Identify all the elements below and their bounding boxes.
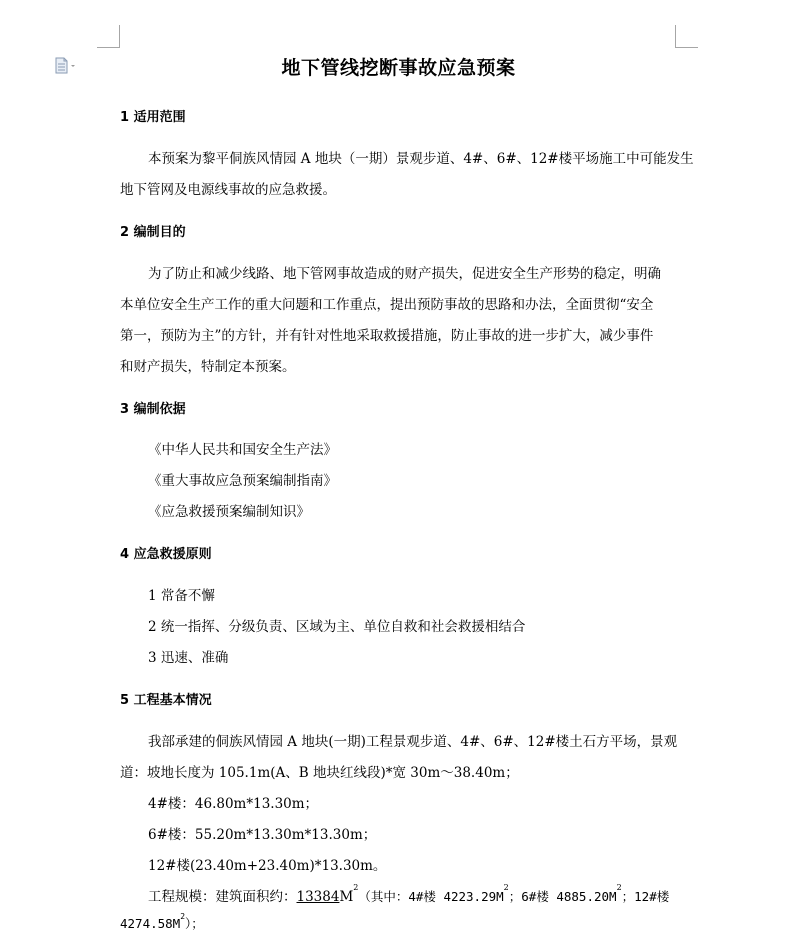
building-dimension: 6#楼：55.20m*13.30m*13.30m；: [148, 827, 377, 843]
reference-item: 《重大事故应急预案编制指南》: [148, 473, 337, 489]
section-heading: 1 适用范围: [120, 110, 186, 125]
page-corner-mark-top-left: [97, 25, 120, 48]
building-dimension: 12#楼(23.40m+23.40m)*13.30m。: [148, 858, 387, 874]
scale-total: 13384: [296, 889, 340, 905]
paragraph-line: 为了防止和减少线路、地下管网事故造成的财产损失，促进安全生产形势的稳定，明确: [148, 266, 661, 282]
project-scale-line-continued: [120, 914, 204, 932]
paragraph-line: 和财产损失，特制定本预案。: [120, 359, 296, 375]
section-heading: 5 工程基本情况: [120, 693, 212, 708]
paragraph-line: 道：坡地长度为 105.1m(A、B 地块红线段)*宽 30m～38.40m；: [120, 765, 519, 781]
principle-item: 1 常备不懈: [148, 588, 215, 604]
paragraph-line: 本单位安全生产工作的重大问题和工作重点，提出预防事故的思路和办法，全面贯彻“安全: [120, 297, 654, 313]
section-heading: 3 编制依据: [120, 402, 186, 417]
scale-last: 4274.58M: [120, 916, 181, 931]
paragraph-line: 本预案为黎平侗族风情园 A 地块（一期）景观步道、4#、6#、12#楼平场施工中可能发生: [148, 151, 694, 167]
scale-unit: M: [339, 889, 354, 905]
principle-item: 2 统一指挥、分级负责、区域为主、单位自救和社会救援相结合: [148, 619, 526, 635]
reference-item: 《中华人民共和国安全生产法》: [148, 442, 337, 458]
scale-sup: 2: [616, 883, 622, 892]
scale-prefix: 工程规模：建筑面积约：: [148, 889, 297, 905]
paragraph-line: 地下管网及电源线事故的应急救援。: [120, 182, 336, 198]
paragraph-line: 第一，预防为主”的方针，并有针对性地采取救援措施，防止事故的进一步扩大，减少事件: [120, 328, 654, 344]
scale-sup: 2: [503, 883, 509, 892]
section-heading: 2 编制目的: [120, 225, 186, 240]
scale-detail-a: （其中：4#楼 4223.29M: [358, 889, 504, 904]
document-title: 地下管线挖断事故应急预案: [281, 57, 516, 79]
page-corner-mark-top-right: [675, 25, 698, 48]
scale-sup: 2: [353, 883, 359, 892]
scale-sup: 2: [180, 912, 186, 921]
scale-last-end: ）；: [185, 916, 204, 931]
section-heading: 4 应急救援原则: [120, 547, 212, 562]
scale-detail-c: ；12#楼: [621, 889, 670, 904]
building-dimension: 4#楼：46.80m*13.30m；: [148, 796, 319, 812]
principle-item: 3 迅速、准确: [148, 650, 229, 666]
reference-item: 《应急救援预案编制知识》: [148, 504, 310, 520]
scale-detail-b: ；6#楼 4885.20M: [508, 889, 617, 904]
paragraph-line: 我部承建的侗族风情园 A 地块(一期)工程景观步道、4#、6#、12#楼土石方平场，景观: [148, 734, 678, 750]
project-scale-line: [148, 885, 669, 905]
